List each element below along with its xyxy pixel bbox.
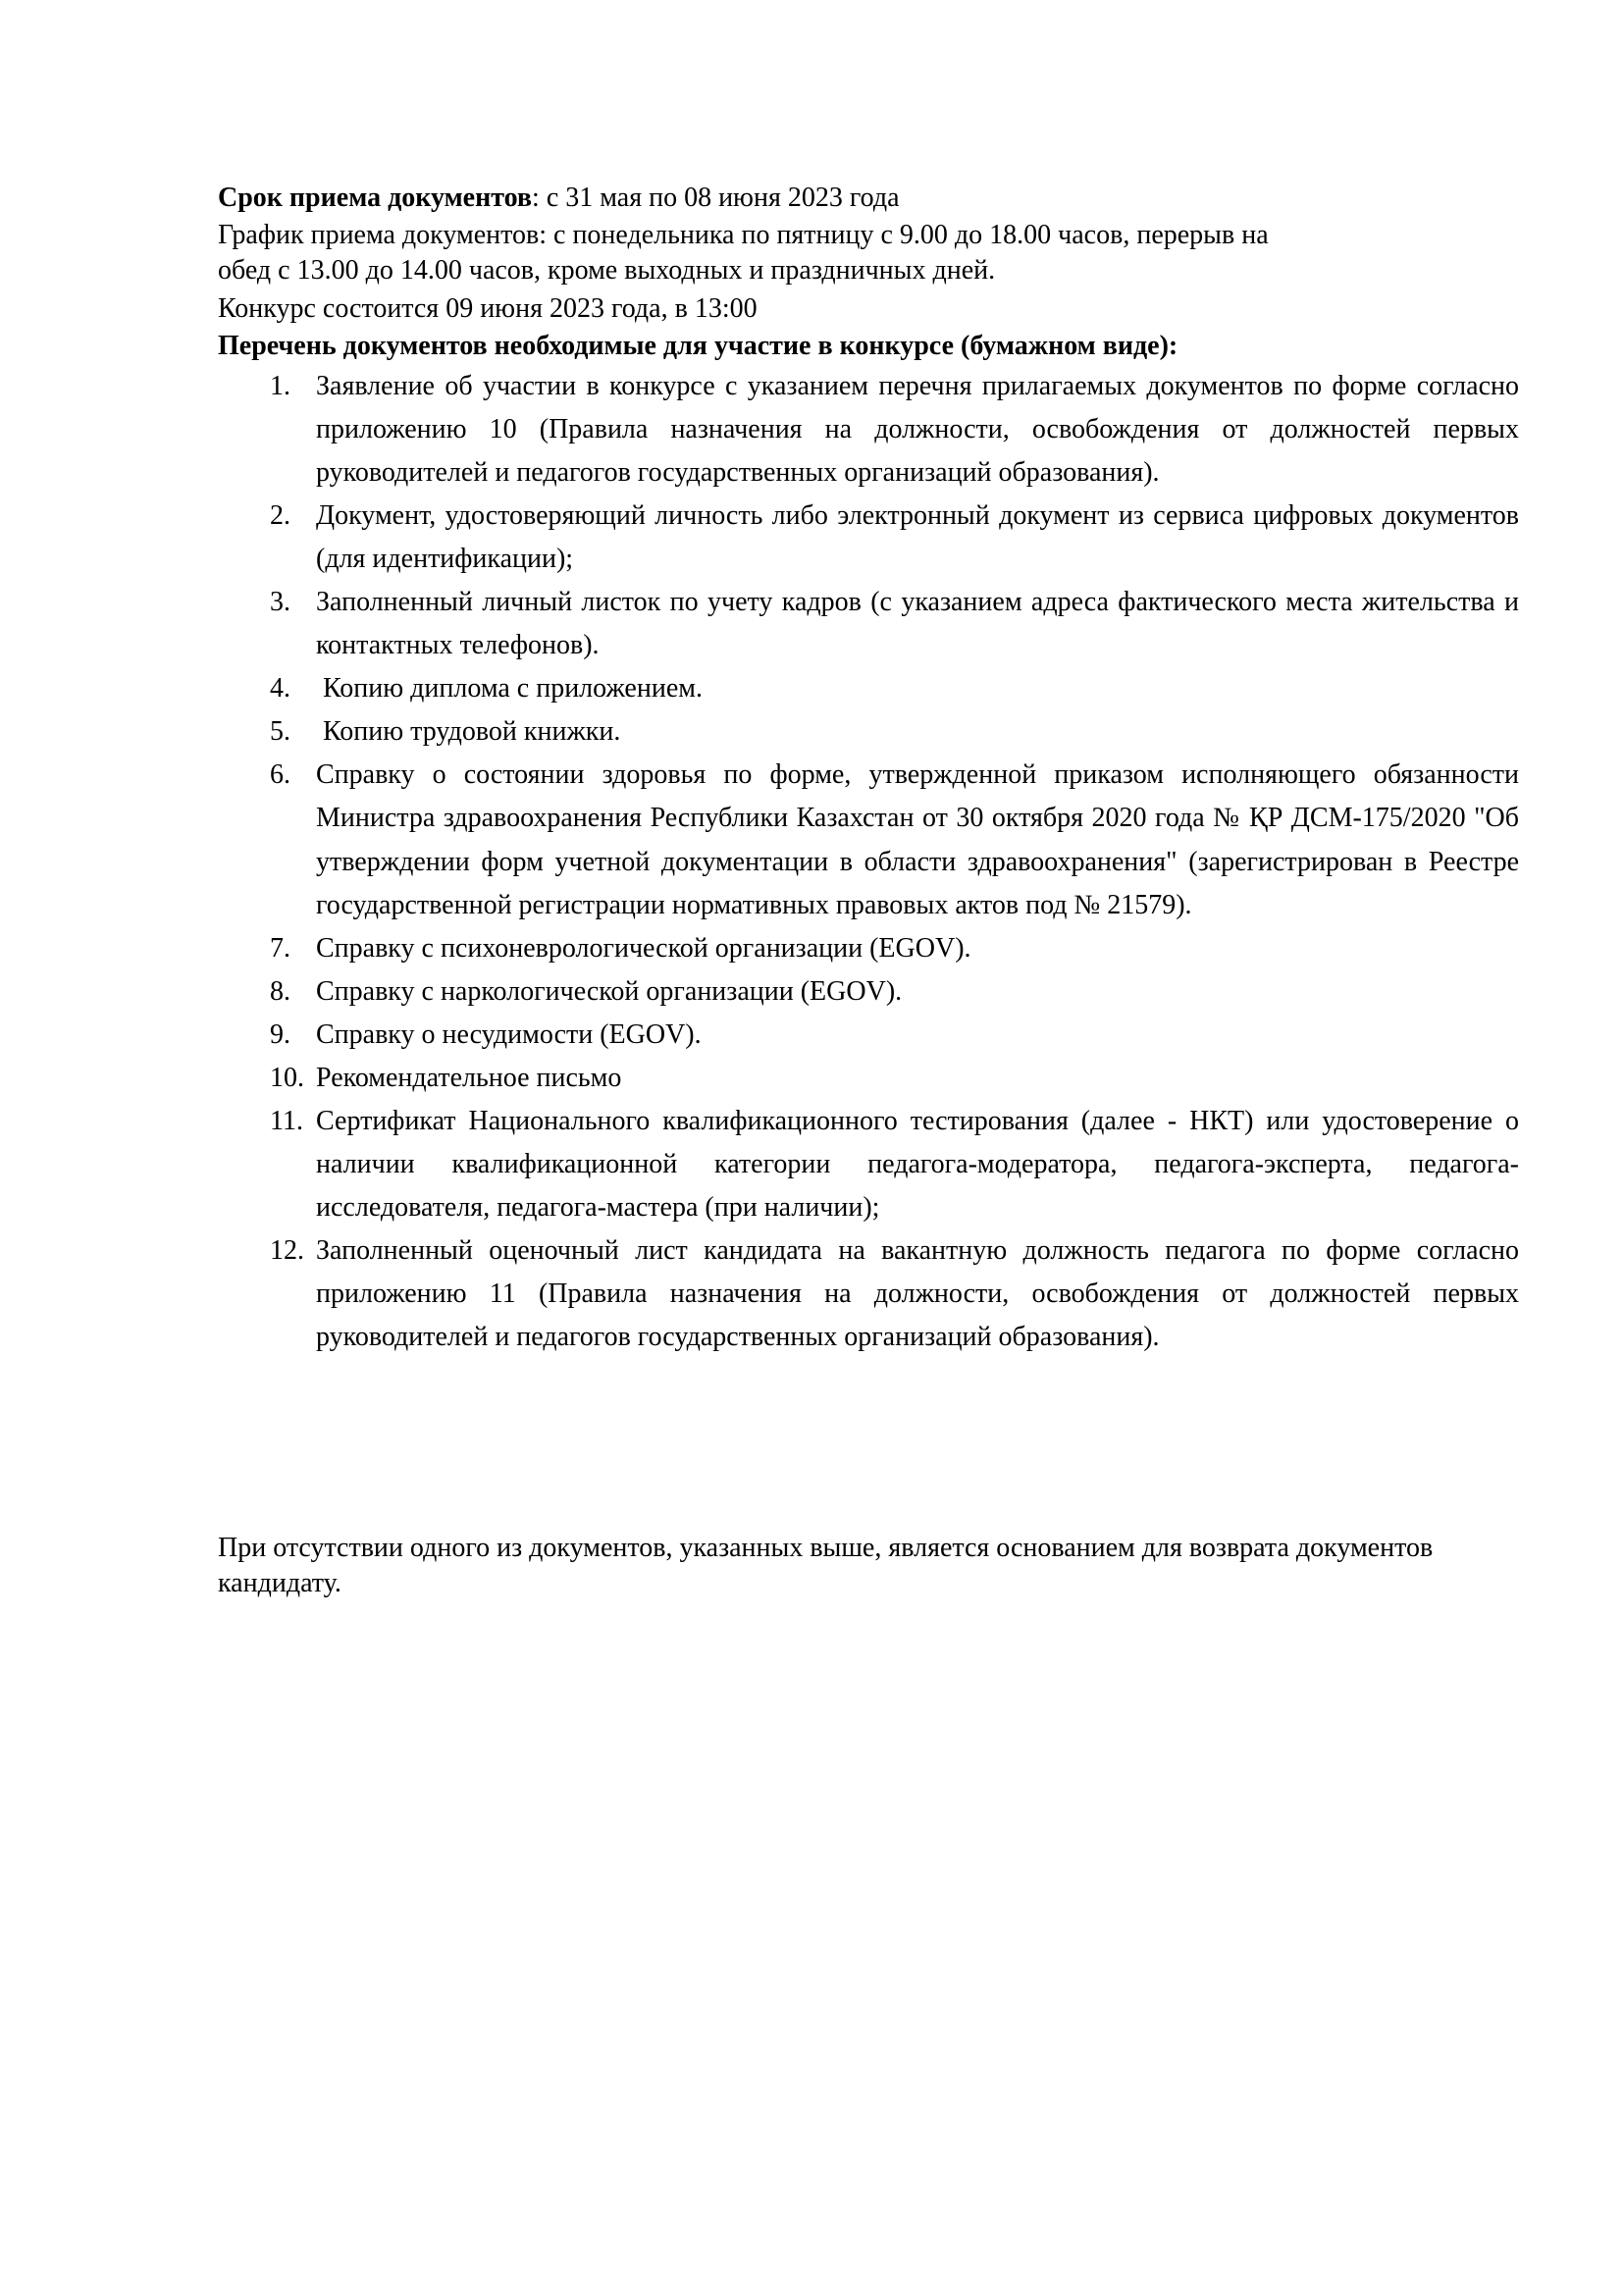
list-item-number: 7. (270, 932, 290, 964)
list-item-text: Справку о состоянии здоровья по форме, утвержденной приказом исполняющего обязанности Министра здравоохранения Республики Казахстан от 30 октября 2020 года № ҚР ДСМ-175/2020 "Об утверждении форм учетной документации в области здравоохранения" (зарегистрирован в Реестре государственной регистрации нормативных правовых актов под № 21579). (316, 759, 1519, 920)
schedule-line-1: График приема документов: с понедельника по пятницу с 9.00 до 18.00 часов, перерыв на (218, 220, 1269, 250)
deadline-value: : с 31 мая по 08 июня 2023 года (532, 183, 900, 213)
list-item-text: Заявление об участии в конкурсе с указанием перечня прилагаемых документов по форме согласно приложению 10 (Правила назначения на должности, освобождения от должностей первых руководителей и педагогов государственных организаций образования). (316, 371, 1519, 489)
list-item-text: Документ, удостоверяющий личность либо электронный документ из сервиса цифровых документов (для идентификации); (316, 500, 1519, 575)
list-item (218, 1229, 1519, 1359)
list-item-number: 1. (270, 371, 290, 401)
list-item-number: 9. (270, 1018, 290, 1050)
list-item-text: Заполненный личный листок по учету кадров (с указанием адреса фактического места жительства и контактных телефонов). (316, 587, 1519, 661)
list-item-number: 2. (270, 500, 290, 532)
list-item (218, 365, 1519, 495)
list-item-number: 8. (270, 975, 290, 1007)
list-item (218, 970, 1519, 1014)
list-item (218, 927, 1519, 970)
list-item-text: Копию диплома с приложением. (316, 673, 703, 704)
list-item-number: 4. (270, 673, 290, 704)
list-item-text: Справку о несудимости (EGOV). (316, 1018, 702, 1050)
return-documents-note: При отсутствии одного из документов, указанных выше, является основанием для возврата документов кандидату. (218, 1533, 1434, 1598)
list-item (218, 667, 1519, 710)
list-item-number: 12. (270, 1234, 304, 1266)
list-item-number: 11. (270, 1105, 303, 1136)
list-item-text: Рекомендательное письмо (316, 1062, 622, 1093)
list-item (218, 1014, 1519, 1057)
list-item (218, 710, 1519, 754)
deadline-line (218, 181, 900, 216)
documents-list-title: Перечень документов необходимые для участие в конкурсе (бумажном виде): (218, 331, 1178, 361)
list-item-text: Заполненный оценочный лист кандидата на вакантную должность педагога по форме согласно приложению 11 (Правила назначения на должности, освобождения от должностей первых руководителей и педагогов государственных организаций образования). (316, 1234, 1519, 1353)
list-item (218, 495, 1519, 581)
list-item (218, 754, 1519, 926)
contest-date: Конкурс состоится 09 июня 2023 года, в 13:00 (218, 293, 758, 324)
list-item-text: Справку с психоневрологической организации (EGOV). (316, 932, 971, 964)
deadline-label: Срок приема документов (218, 183, 533, 213)
list-item-number: 5. (270, 716, 290, 748)
list-item-number: 6. (270, 759, 290, 791)
list-item-text: Сертификат Национального квалификационного тестирования (далее - НКТ) или удостоверение о наличии квалификационной категории педагога-модератора, педагога-эксперта, педагога-исследователя, педагога-мастера (при наличии); (316, 1105, 1519, 1223)
list-item (218, 1057, 1519, 1100)
list-item-number: 10. (270, 1062, 304, 1093)
list-item-number: 3. (270, 587, 290, 618)
list-item-text: Справку с наркологической организации (EGOV). (316, 975, 903, 1007)
list-item (218, 1100, 1519, 1229)
documents-list (218, 365, 1519, 1359)
list-item-text: Копию трудовой книжки. (316, 716, 621, 748)
schedule-line-2: обед с 13.00 до 14.00 часов, кроме выходных и праздничных дней. (218, 255, 996, 286)
list-item (218, 581, 1519, 667)
